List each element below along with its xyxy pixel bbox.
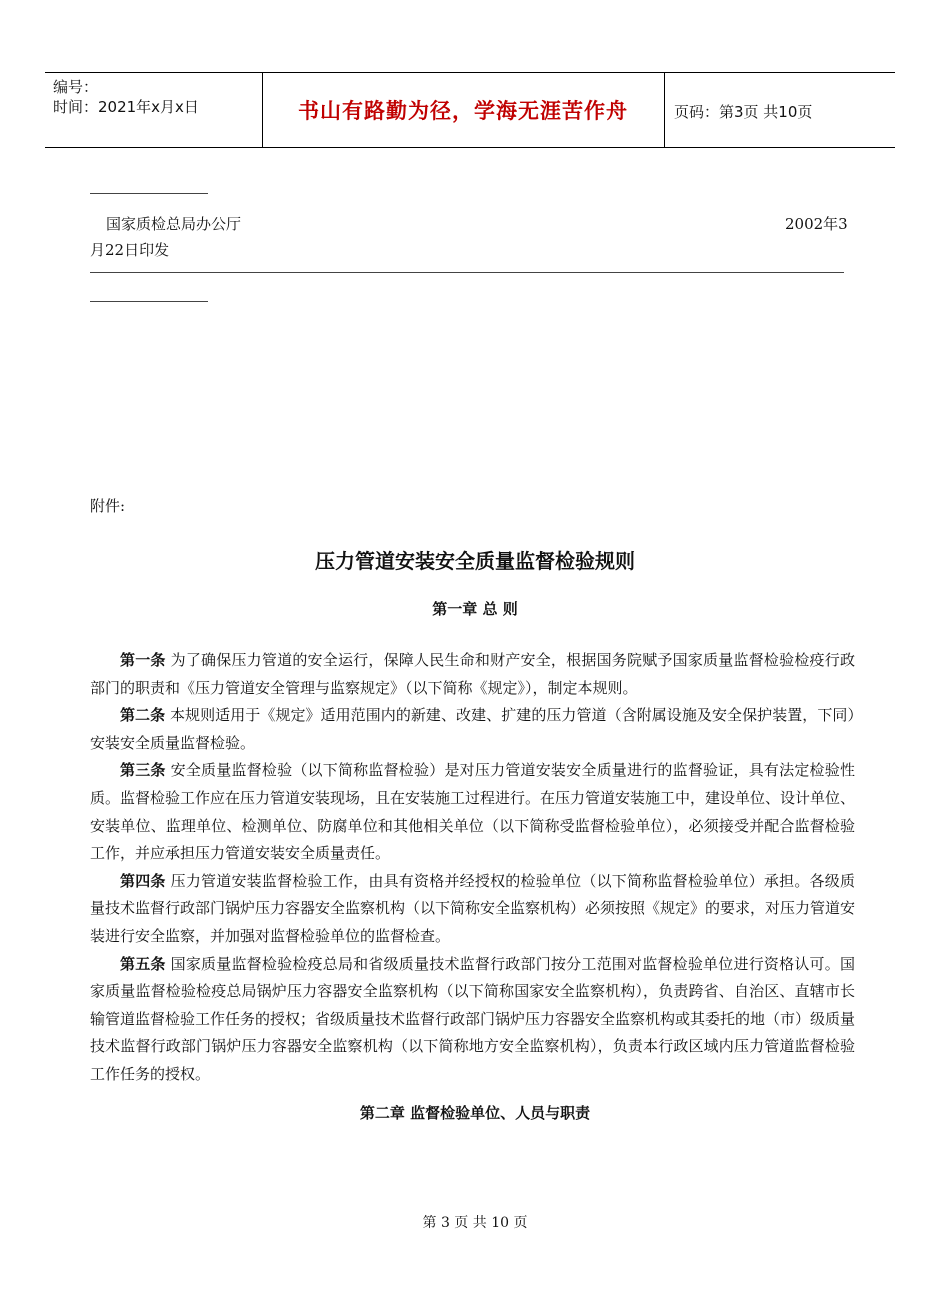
article-text: 为了确保压力管道的安全运行，保障人民生命和财产安全，根据国务院赋予国家质量监督检验检疫行政部门的职责和《压力管道安全管理与监察规定》（以下简称《规定》），制定本规则。 [90,651,855,697]
header-page-label: 页码：第3页 共10页 [674,103,813,121]
article-2 [90,702,855,757]
article-text: 压力管道安装监督检验工作，由具有资格并经授权的检验单位（以下简称监督检验单位）承担。各级质量技术监督行政部门锅炉压力容器安全监察机构（以下简称安全监察机构）必须按照《规定》的要求，对压力管道安装进行安全监察，并加强对监督检验单位的监督检查。 [90,871,856,945]
short-rule-2 [90,301,208,302]
article-1 [90,647,855,702]
page-footer: 第 3 页 共 10 页 [422,1215,528,1231]
header-divider-right [664,73,665,147]
issue-date-part2: 月22日印发 [90,241,170,259]
header-motto: 书山有路勤为径，学海无涯苦作舟 [298,99,628,123]
article-3 [90,757,855,867]
chapter-1-heading: 第一章 总 则 [432,600,518,618]
article-label: 第一条 [120,651,166,669]
issuer: 国家质检总局办公厅 [106,215,242,233]
article-label: 第五条 [120,954,166,973]
time-label: 时间：2021年x月x日 [53,98,199,116]
article-text: 本规则适用于《规定》适用范围内的新建、改建、扩建的压力管道（含附属设施及安全保护装置，下同）安装安全质量监督检验。 [90,706,855,752]
number-label: 编号： [53,78,99,96]
issue-date-part1: 2002年3 [785,215,848,233]
article-text: 国家质量监督检验检疫总局和省级质量技术监督行政部门按分工范围对监督检验单位进行资格认可。国家质量监督检验检疫总局锅炉压力容器安全监察机构（以下简称国家安全监察机构），负责跨省、自治区、直辖市长输管道监督检验工作任务的授权；省级质量技术监督行政部门锅炉压力容器安全监察机构或其委托的地（市）级质量技术监督行政部门锅炉压力容器安全监察机构（以下简称地方安全监察机构），负责本行政区域内压力管道监督检验工作任务的授权。 [90,954,856,1083]
doc-title: 压力管道安装安全质量监督检验规则 [315,549,635,573]
page-header [45,72,895,148]
article-text: 安全质量监督检验（以下简称监督检验）是对压力管道安装安全质量进行的监督验证，具有法定检验性质。监督检验工作应在压力管道安装现场，且在安装施工过程进行。在压力管道安装施工中，建设单位、设计单位、安装单位、监理单位、检测单位、防腐单位和其他相关单位（以下简称受监督检验单位），必须接受并配合监督检验工作，并应承担压力管道安装安全质量责任。 [90,761,856,863]
attachment-label: 附件: [90,497,126,515]
header-meta [53,77,263,117]
article-label: 第二条 [120,706,166,725]
chapter-2-heading: 第二章 监督检验单位、人员与职责 [359,1104,591,1122]
article-label: 第四条 [120,871,166,890]
article-label: 第三条 [120,761,166,780]
short-rule [90,193,208,194]
article-5 [90,951,855,1089]
long-rule [90,272,844,273]
articles [90,647,855,1089]
article-4 [90,868,855,951]
